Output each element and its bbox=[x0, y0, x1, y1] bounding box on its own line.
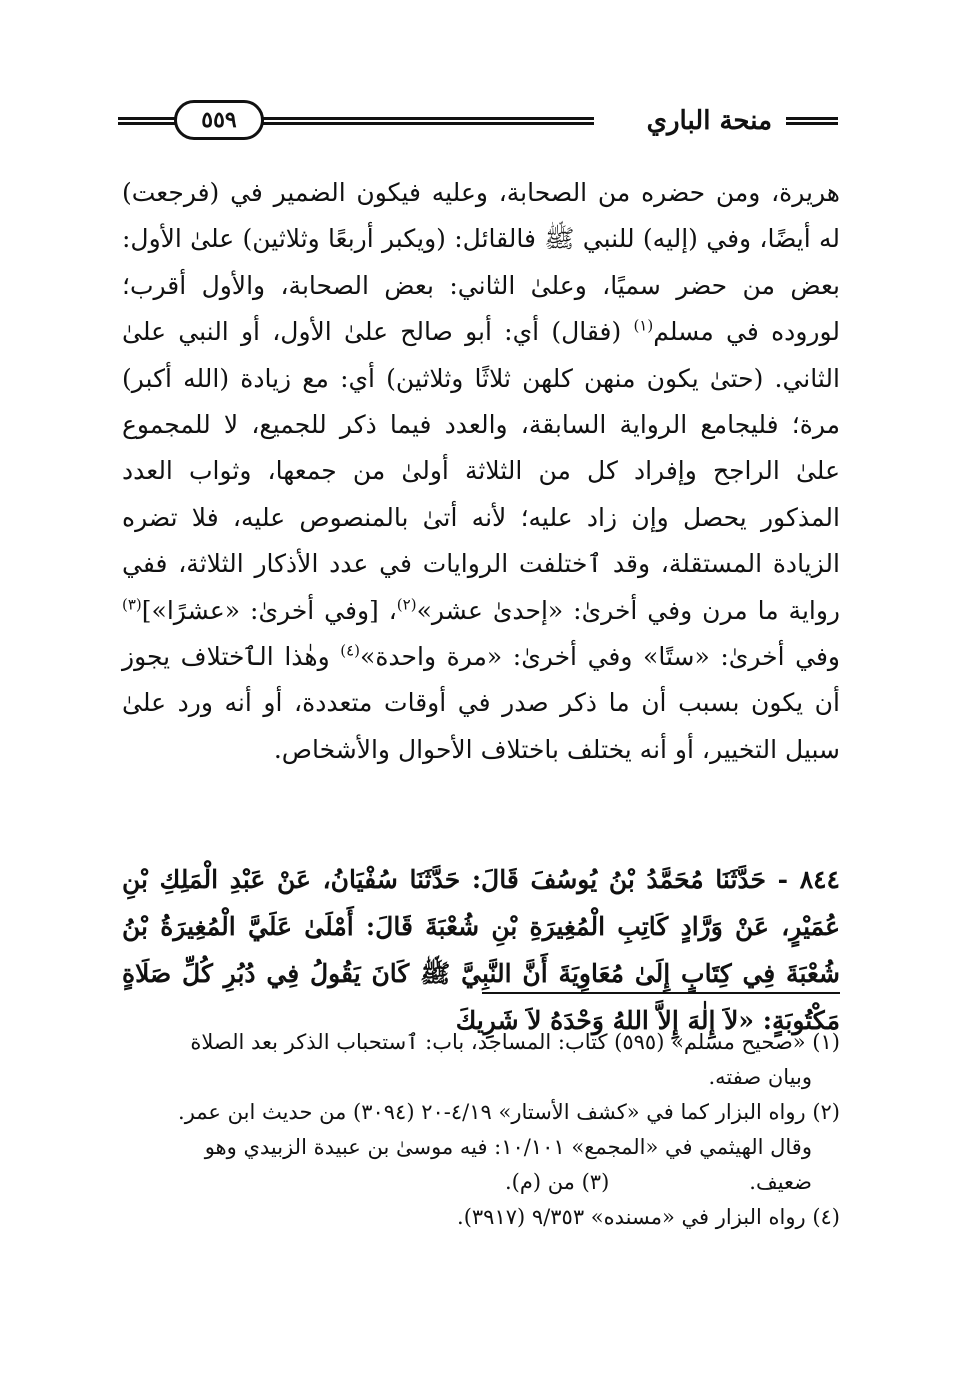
hadith-844: ٨٤٤ - حَدَّثَنَا مُحَمَّدُ بْنُ يُوسُفَ قَالَ: حَدَّثَنَا سُفْيَانُ، عَنْ عَبْدِ الْمَلِكِ بْنِ عُمَيْرٍ، عَنْ وَرَّادٍ كَاتِبِ الْمُغِيرَةِ بْنِ شُعْبَةَ قَالَ: أَمْلَىٰ عَلَيَّ الْمُغِيرَةُ بْنُ شُعْبَةَ فِي كِتَابٍ إِلَىٰ مُعَاوِيَةَ أَنَّ النَّبِيَّ ﷺ كَانَ يَقُولُ فِي دُبُرِ كُلِّ صَلَاةٍ مَكْتُوبَةٍ: «لاَ إِلٰهَ إِلاَّ اللهُ وَحْدَهُ لاَ شَرِيكَ bbox=[122, 865, 840, 1035]
footnote-ref-1[interactable]: (١) bbox=[633, 316, 654, 335]
commentary-text bbox=[122, 170, 840, 773]
footnote-2-3-row bbox=[122, 1165, 840, 1200]
hadith-text bbox=[122, 856, 840, 1044]
footnote-2-end: ضعيف. bbox=[749, 1170, 812, 1194]
book-title: منحة الباري bbox=[646, 106, 772, 136]
footnote-1-continued: وبيان صفته. bbox=[708, 1065, 812, 1089]
header-rule-left bbox=[118, 117, 178, 125]
header-rule-middle bbox=[258, 117, 594, 125]
footnote-ref-3[interactable]: (٣) bbox=[122, 595, 142, 614]
page-header bbox=[118, 96, 838, 146]
commentary-paragraph: هريرة، ومن حضره من الصحابة، وعليه فيكون الضمير في (فرجعت) له أيضًا، وفي (إليه) للنبي ﷺ فالقائل: (ويكبر أربعًا وثلاثين) علىٰ الأول: بعض من حضر سميًا، وعلىٰ الثاني: بعض الصحابة، والأول أقرب؛ لوروده في مسلم$^{(١)}$ (فقال) أي: أبو صالح علىٰ الأول، أو النبي علىٰ الثاني. (حتىٰ يكون منهن كلهن ثلاثًا وثلاثين) أي: مع زيادة (الله أكبر) مرة؛ فليجامع الرواية السابقة، والعدد فيما ذكر للجميع، لا للمجموع علىٰ الراجح وإفراد كل من الثلاثة أولىٰ من جمعها، وثواب العدد المذكور يحصل وإن زاد عليه؛ لأنه أتىٰ بالمنصوص عليه، فلا تضره الزيادة المستقلة، وقد ٱختلفت الروايات في عدد الأذكار الثلاثة، ففي رواية ما مرن وفي أخرىٰ: «إحدىٰ عشر»$^{(٢)}$، [وفي أخرىٰ: «عشرًا»]$^{(٣)}$ وفي أخرىٰ: «ستًا» وفي أخرىٰ: «مرة واحدة»$^{(٤)}$ وهٰذا الٱختلاف يجوز أن يكون بسبب أن ما ذكر صدر في أوقات متعددة، أو أنه ورد علىٰ سبيل التخيير، أو أنه يختلف باختلاف الأحوال والأشخاص. bbox=[122, 178, 840, 764]
page-number: ٥٥٩ bbox=[174, 100, 264, 140]
footnote-1: (١) «صحيح مسلم» (٥٩٥) كتاب: المساجد، باب: ٱستحباب الذكر بعد الصلاة bbox=[190, 1030, 840, 1054]
footnotes bbox=[122, 1025, 840, 1235]
footnote-ref-4[interactable]: (٤) bbox=[340, 641, 361, 660]
footnote-2: (٢) رواه البزار كما في «كشف الأستار» ٤/١٩-٢٠ (٣٠٩٤) من حديث ابن عمر. bbox=[178, 1100, 840, 1124]
footnote-3: (٣) من (م). bbox=[504, 1170, 610, 1194]
footnote-4: (٤) رواه البزار في «مسنده» ٩/٣٥٣ (٣٩١٧). bbox=[457, 1205, 840, 1229]
footnote-ref-2[interactable]: (٢) bbox=[396, 595, 417, 614]
footnote-separator bbox=[482, 992, 840, 994]
header-rule-right bbox=[786, 117, 838, 125]
footnote-2-continued: وقال الهيثمي في «المجمع» ١٠/١٠١: فيه موسىٰ بن عبيدة الزبيدي وهو bbox=[204, 1135, 812, 1159]
